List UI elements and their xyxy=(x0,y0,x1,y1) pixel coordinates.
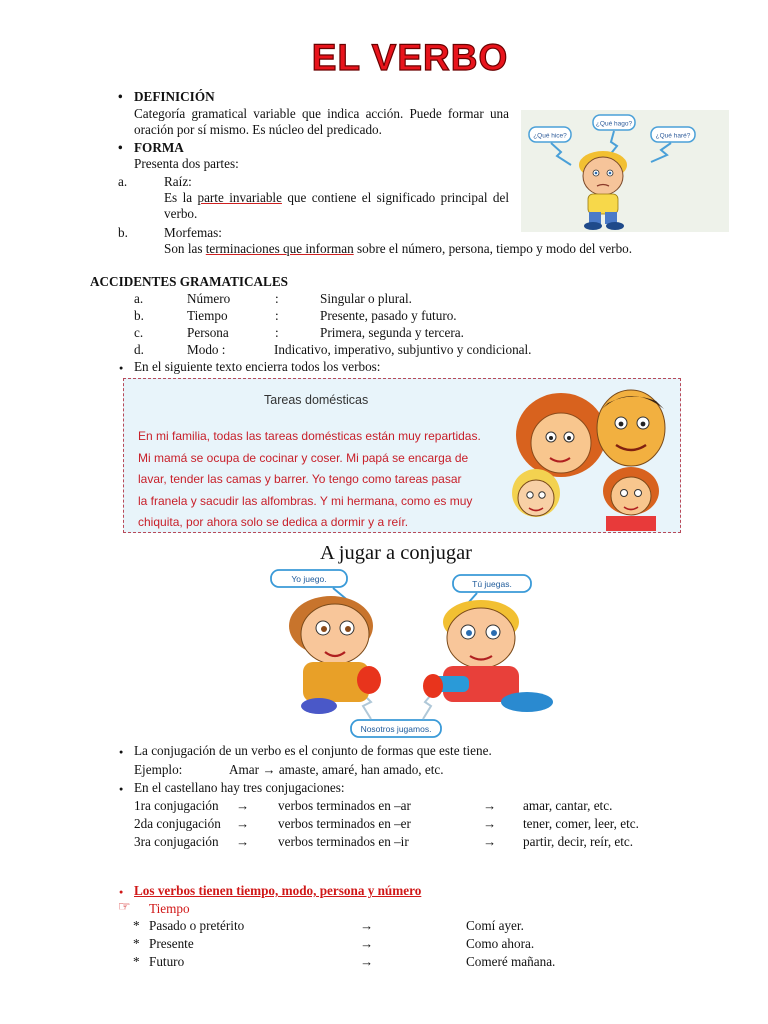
kids-conjugating-illustration xyxy=(263,566,561,738)
arrow-icon: → xyxy=(262,762,276,777)
ejemplo-label: Ejemplo: xyxy=(134,762,183,777)
accidente-row-persona-key: Persona xyxy=(187,325,229,340)
conjugacion-definition: ● La conjugación de un verbo es el conjunto de formas que este tiene. xyxy=(134,743,492,759)
conj-row-1-examples: amar, cantar, etc. xyxy=(523,798,613,813)
accidente-row-numero-sep: : xyxy=(275,291,279,306)
conjugar-heading: A jugar a conjugar xyxy=(320,542,472,564)
bubble-que-hice: ¿Qué hice? xyxy=(533,132,567,140)
conj-row-3-name: 3ra conjugación xyxy=(134,834,219,849)
forma-a-pre: Es la xyxy=(164,190,193,205)
tiempo-row-futuro-name: Futuro xyxy=(149,954,185,969)
tiempo-star: * xyxy=(133,936,140,951)
tiempo-row-pasado-example: Comí ayer. xyxy=(466,918,524,933)
tareas-paragraph xyxy=(138,426,481,534)
tareas-box xyxy=(123,378,681,533)
forma-b-post: sobre el número, persona, tiempo y modo del verbo. xyxy=(357,241,633,256)
bubble-que-hare: ¿Qué haré? xyxy=(655,132,691,140)
bubble-yo-juego: Yo juego. xyxy=(291,574,327,584)
accidente-row-tiempo-marker: b. xyxy=(134,308,144,323)
accidente-row-numero-marker: a. xyxy=(134,291,144,306)
forma-a-marker: a. xyxy=(118,174,128,189)
family-illustration xyxy=(506,383,678,531)
arrow-icon: → xyxy=(236,834,250,849)
bubble-tu-juegas: Tú juegas. xyxy=(472,579,512,589)
arrow-icon: → xyxy=(483,834,497,849)
arrow-icon: → xyxy=(360,918,374,933)
accidente-row-tiempo-key: Tiempo xyxy=(187,308,228,323)
page-title xyxy=(300,32,520,82)
tiempo-subheading: Tiempo xyxy=(149,901,190,916)
accidente-row-persona-value: Primera, segunda y tercera. xyxy=(320,325,464,340)
accidente-row-tiempo-sep: : xyxy=(275,308,279,323)
tareas-line: Mi mamá se ocupa de cocinar y coser. Mi papá se encarga de xyxy=(138,450,469,465)
arrow-icon: → xyxy=(236,816,250,831)
tiempo-star: * xyxy=(133,918,140,933)
ejemplo-verb: Amar xyxy=(229,762,260,777)
accidente-row-tiempo-value: Presente, pasado y futuro. xyxy=(320,308,457,323)
conj-row-1-name: 1ra conjugación xyxy=(134,798,219,813)
arrow-icon: → xyxy=(483,798,497,813)
forma-heading: • FORMA xyxy=(134,140,184,156)
accidente-row-modo-marker: d. xyxy=(134,342,144,357)
forma-b-underline: terminaciones que informan xyxy=(205,241,354,256)
accidentes-heading: ACCIDENTES GRAMATICALES xyxy=(90,274,288,289)
accidente-row-modo-value: Indicativo, imperativo, subjuntivo y condicional. xyxy=(274,342,532,357)
forma-a-text xyxy=(164,190,509,222)
tres-conjugaciones-intro: ● En el castellano hay tres conjugaciones: xyxy=(134,780,345,796)
accidente-row-numero-key: Número xyxy=(187,291,231,306)
forma-b-marker: b. xyxy=(118,225,128,240)
tiempo-star: * xyxy=(133,954,140,969)
arrow-icon: → xyxy=(360,954,374,969)
bubble-que-hago: ¿Qué hago? xyxy=(595,120,633,128)
forma-a-title: Raíz: xyxy=(164,174,192,189)
conj-row-2-examples: tener, comer, leer, etc. xyxy=(523,816,639,831)
ejercicio-instruction: ● En el siguiente texto encierra todos los verbos: xyxy=(134,359,380,375)
tiempo-heading: ● Los verbos tienen tiempo, modo, persona y número xyxy=(134,883,421,899)
accidente-row-numero-value: Singular o plural. xyxy=(320,291,412,306)
tareas-title: Tareas domésticas xyxy=(264,393,369,407)
accidente-row-modo-key: Modo : xyxy=(187,342,226,357)
tiempo-row-presente-example: Como ahora. xyxy=(466,936,535,951)
forma-b-title: Morfemas: xyxy=(164,225,222,240)
tareas-line: lavar, tender las camas y barrer. Yo tengo como tareas pasar xyxy=(138,472,462,486)
forma-a-underline: parte invariable xyxy=(197,190,282,205)
arrow-icon: → xyxy=(483,816,497,831)
ejemplo-line xyxy=(229,762,444,778)
conj-row-2-desc: verbos terminados en –er xyxy=(278,816,411,831)
definicion-text: Categoría gramatical variable que indica acción. Puede formar una oración por sí mismo. Es núcleo del predicado. xyxy=(134,106,509,137)
ejemplo-forms: amaste, amaré, han amado, etc. xyxy=(278,762,444,777)
tareas-line: chiquita, por ahora solo se dedica a dormir y a reír. xyxy=(138,515,409,529)
tareas-line: En mi familia, todas las tareas domésticas están muy repartidas. xyxy=(138,429,481,443)
bubble-nosotros-jugamos: Nosotros jugamos. xyxy=(360,724,432,734)
forma-b-text xyxy=(164,241,719,257)
tiempo-row-presente-name: Presente xyxy=(149,936,194,951)
arrow-icon: → xyxy=(360,936,374,951)
tiempo-row-futuro-example: Comeré mañana. xyxy=(466,954,556,969)
title-text: EL VERBO xyxy=(311,37,509,78)
accidente-row-persona-sep: : xyxy=(275,325,279,340)
thinking-boy-illustration xyxy=(521,110,729,232)
tareas-line: la franela y sacudir las alfombras. Y mi hermana, como es muy xyxy=(138,493,473,508)
forma-b-pre: Son las xyxy=(164,241,203,256)
conj-row-3-desc: verbos terminados en –ir xyxy=(278,834,409,849)
conj-row-1-desc: verbos terminados en –ar xyxy=(278,798,411,813)
conj-row-3-examples: partir, decir, reír, etc. xyxy=(523,834,634,849)
pointing-hand-icon: ☞ xyxy=(118,900,131,915)
conj-row-2-name: 2da conjugación xyxy=(134,816,221,831)
forma-intro: Presenta dos partes: xyxy=(134,156,239,171)
accidente-row-persona-marker: c. xyxy=(134,325,144,340)
tiempo-row-pasado-name: Pasado o pretérito xyxy=(149,918,245,933)
definicion-heading: • DEFINICIÓN xyxy=(134,89,215,105)
forma-a-post: que contiene el significado principal del verbo. xyxy=(164,190,509,221)
arrow-icon: → xyxy=(236,798,250,813)
